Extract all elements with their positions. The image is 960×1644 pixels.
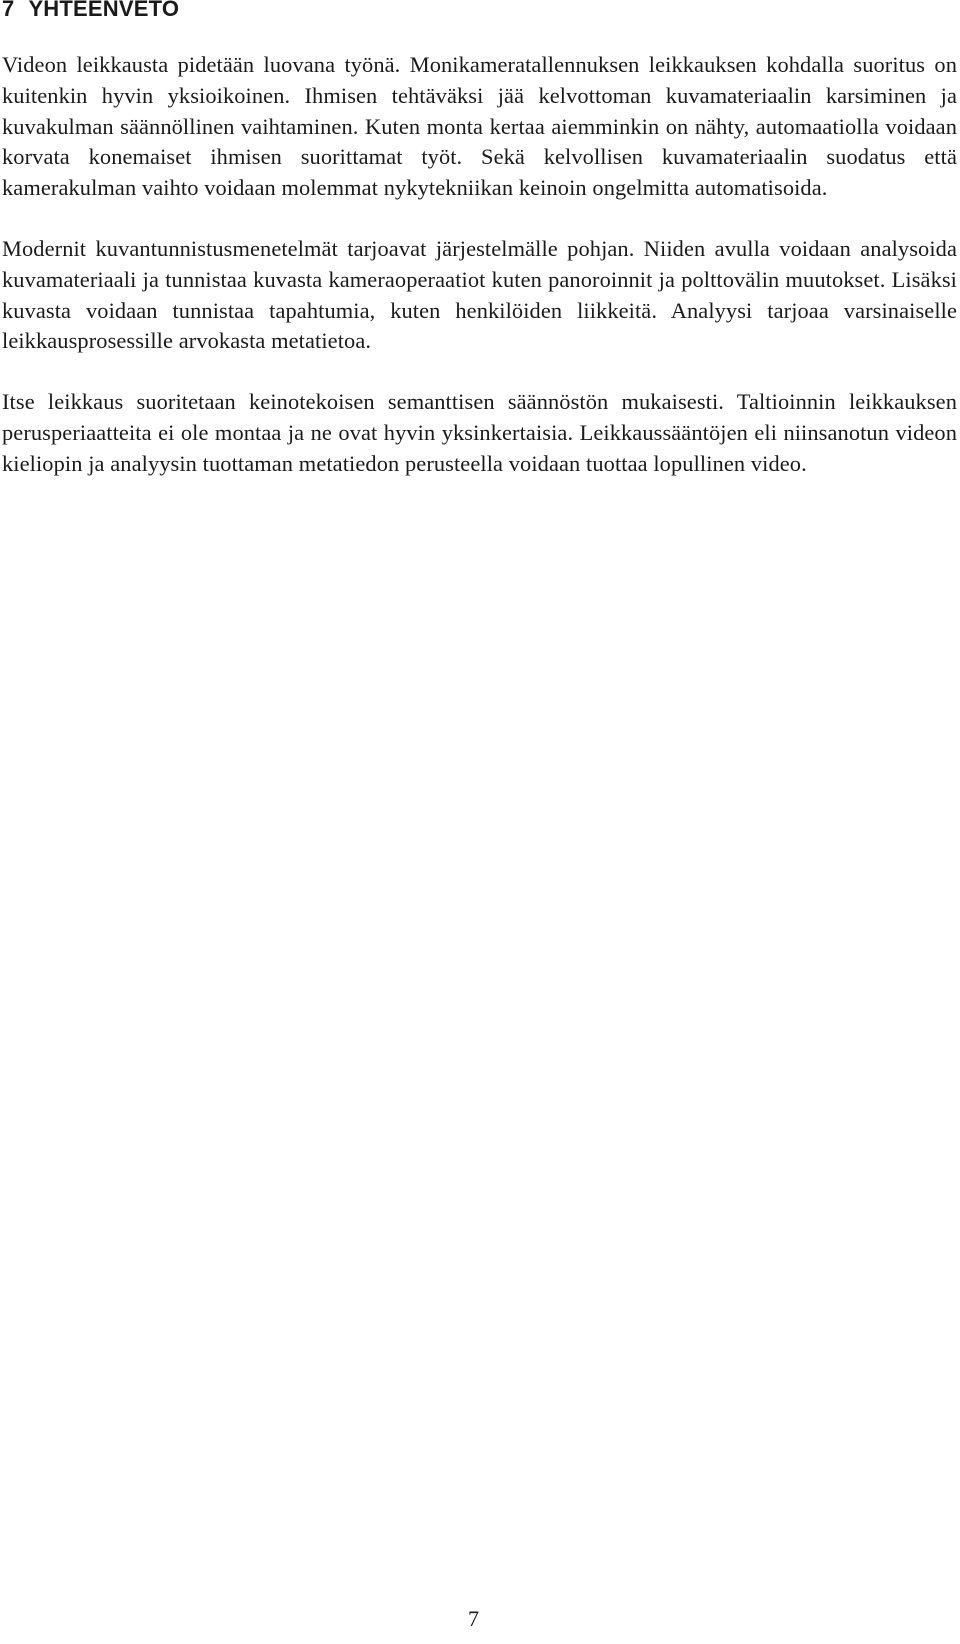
section-body	[2, 50, 957, 510]
paragraph: Videon leikkausta pidetään luovana työnä. Monikameratallennuksen leikkauksen kohdalla suoritus on kuitenkin hyvin yksioikoinen. Ihmisen tehtäväksi jää kelvottoman kuvamateriaalin karsiminen ja kuvakulman säännöllinen vaihtaminen. Kuten monta kertaa aiemminkin on nähty, automaatiolla voidaan korvata konemaiset ihmisen suorittamat työt. Sekä kelvollisen kuvamateriaalin suodatus että kamerakulman vaihto voidaan molemmat nykytekniikan keinoin ongelmitta automatisoida.	[2, 52, 957, 201]
page-number: 7	[468, 1606, 479, 1631]
section-title: YHTEENVETO	[28, 0, 180, 21]
paragraph: Itse leikkaus suoritetaan keinotekoisen semanttisen säännöstön mukaisesti. Taltioinnin leikkauksen perusperiaatteita ei ole montaa ja ne ovat hyvin yksinkertaisia. Leikkaussääntöjen eli niinsanotun videon kieliopin ja analyysin tuottaman metatiedon perusteella voidaan tuottaa lopullinen video.	[2, 389, 957, 476]
section-heading	[2, 0, 179, 22]
section-number: 7	[2, 0, 15, 21]
paragraph: Modernit kuvantunnistusmenetelmät tarjoavat järjestelmälle pohjan. Niiden avulla voidaan analysoida kuvamateriaali ja tunnistaa kuvasta kameraoperaatiot kuten panoroinnit ja polttovälin muutokset. Lisäksi kuvasta voidaan tunnistaa tapahtumia, kuten henkilöiden liikkeitä. Analyysi tarjoaa varsinaiselle leikkausprosessille arvokasta metatietoa.	[2, 235, 957, 354]
